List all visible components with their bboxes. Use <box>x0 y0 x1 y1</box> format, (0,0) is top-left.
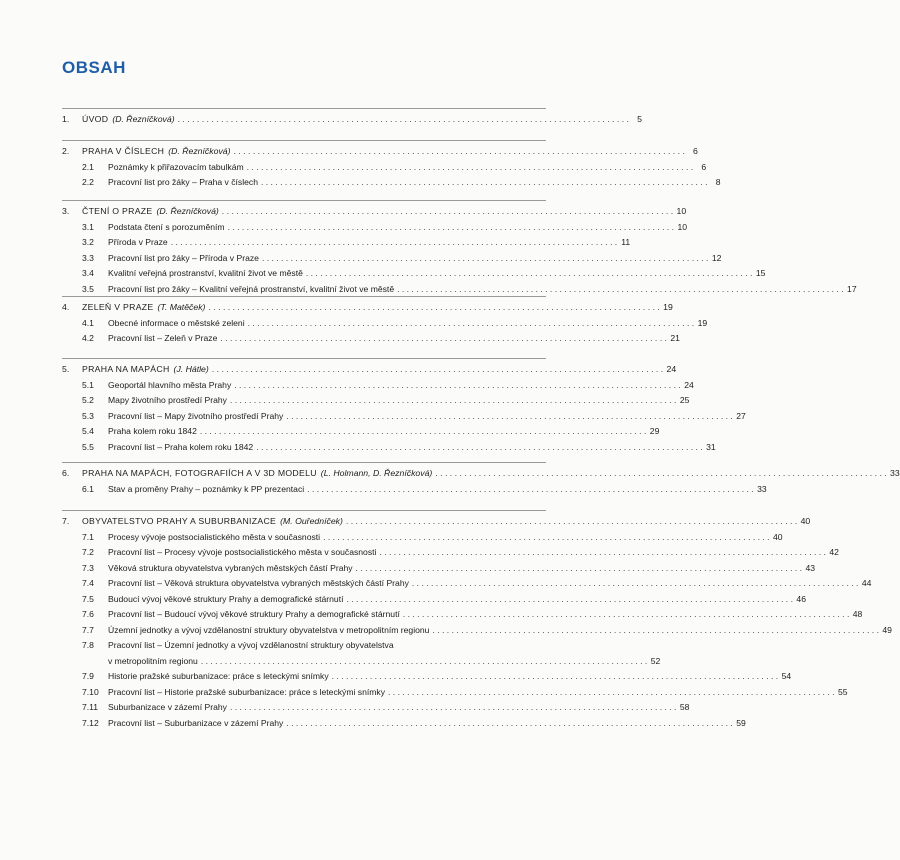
chapter-number: 3. <box>62 206 70 216</box>
subsection-title: Pracovní list – Zeleň v Praze <box>108 333 218 343</box>
chapter-author: (M. Ouředníček) <box>280 516 343 526</box>
dot-leader <box>261 175 708 191</box>
chapter-number: 6. <box>62 468 70 478</box>
toc-section <box>62 200 857 297</box>
toc-chapter-entry[interactable] <box>62 466 900 482</box>
subsection-number: 7.4 <box>82 578 94 588</box>
subsection-number: 7.12 <box>82 717 99 728</box>
subsection-number: 7.1 <box>82 531 94 542</box>
subsection-number: 7.6 <box>82 609 94 619</box>
page-number: 33 <box>757 483 767 494</box>
subsection-title: Pracovní list pro žáky – Příroda v Praze <box>108 252 259 263</box>
subsection-number: 2.1 <box>82 161 94 172</box>
chapter-title: ÚVOD <box>82 114 109 124</box>
toc-section <box>62 358 746 455</box>
chapter-author: (D. Řezníčková) <box>156 206 219 216</box>
toc-section <box>62 108 642 128</box>
subsection-title: Pracovní list – Územní jednotky a vývoj vzdělanostní struktury obyvatelstva <box>108 640 394 650</box>
chapter-number: 4. <box>62 302 70 312</box>
toc-subsection-entry[interactable] <box>62 482 767 498</box>
subsection-number: 5.3 <box>82 410 94 421</box>
chapter-author: (J. Hátle) <box>173 364 209 374</box>
dot-leader <box>256 440 703 456</box>
page-number: 44 <box>861 578 872 588</box>
toc-chapter-entry[interactable] <box>62 112 642 128</box>
subsection-number: 7.2 <box>82 547 94 557</box>
subsection-title: Geoportál hlavního města Prahy <box>108 379 232 390</box>
page-number: 15 <box>755 268 766 278</box>
subsection-title: Pracovní list – Historie pražské suburbanizace: práce s leteckými snímky <box>108 686 386 697</box>
subsection-title: Věková struktura obyvatelstva vybraných městských částí Prahy <box>108 562 353 573</box>
toc-subsection-entry[interactable] <box>62 282 857 298</box>
chapter-title: OBYVATELSTVO PRAHY A SUBURBANIZACE <box>82 516 277 526</box>
toc-chapter-entry[interactable] <box>62 300 673 316</box>
dot-leader <box>403 607 850 623</box>
toc-subsection-entry[interactable] <box>62 638 546 654</box>
subsection-number: 3.2 <box>82 237 94 247</box>
subsection-number: 2.2 <box>82 177 94 187</box>
chapter-number: 5. <box>62 364 70 374</box>
toc-subsection-entry[interactable] <box>62 235 631 251</box>
page-number: 33 <box>890 468 900 478</box>
chapter-author: (T. Matěček) <box>157 302 206 312</box>
subsection-number: 3.5 <box>82 283 94 294</box>
subsection-title: Pracovní list – Věková struktura obyvatelstva vybraných městských částí Prahy <box>108 578 409 588</box>
dot-leader <box>286 409 733 425</box>
page-number: 58 <box>679 702 690 712</box>
toc-subsection-entry[interactable] <box>62 716 746 732</box>
dot-leader <box>228 220 675 236</box>
subsection-title: Pracovní list pro žáky – Praha v číslech <box>108 177 258 187</box>
subsection-number: 7.10 <box>82 686 99 697</box>
dot-leader <box>234 144 685 160</box>
toc-subsection-entry[interactable] <box>62 251 722 267</box>
toc-subsection-entry[interactable] <box>62 266 766 282</box>
subsection-title: Pracovní list – Budoucí vývoj věkové struktury Prahy a demografické stárnutí <box>108 609 400 619</box>
chapter-title: PRAHA V ČÍSLECH <box>82 146 165 156</box>
dot-leader <box>222 204 673 220</box>
subsection-number: 4.2 <box>82 333 94 343</box>
toc-section <box>62 296 708 347</box>
subsection-title: Obecné informace o městské zeleni <box>108 317 245 328</box>
page-number: 10 <box>677 221 688 232</box>
page-number: 8 <box>715 177 721 187</box>
chapter-author: (L. Holmann, D. Řezníčková) <box>320 468 433 478</box>
page-number: 27 <box>736 410 746 421</box>
subsection-number: 7.7 <box>82 624 94 635</box>
toc-subsection-entry[interactable] <box>62 623 892 639</box>
chapter-title: PRAHA NA MAPÁCH <box>82 364 170 374</box>
subsection-title: Poznámky k přiřazovacím tabulkám <box>108 161 244 172</box>
dot-leader <box>432 623 879 639</box>
dot-leader <box>412 576 859 592</box>
chapter-number: 1. <box>62 114 70 124</box>
toc-subsection-entry[interactable] <box>62 409 746 425</box>
subsection-number: 3.4 <box>82 268 94 278</box>
toc-subsection-entry[interactable] <box>62 175 721 191</box>
subsection-number: 7.9 <box>82 671 94 681</box>
toc-subsection-entry[interactable] <box>62 561 816 577</box>
subsection-title: Pracovní list – Mapy životního prostředí Prahy <box>108 410 284 421</box>
page-number: 24 <box>684 379 694 390</box>
page-number: 52 <box>650 655 661 666</box>
dot-leader <box>200 424 647 440</box>
chapter-author: (D. Řezníčková) <box>168 146 231 156</box>
subsection-number: 5.5 <box>82 441 94 452</box>
dot-leader <box>178 112 629 128</box>
page-number: 46 <box>796 593 806 604</box>
dot-leader <box>247 160 694 176</box>
toc-subsection-entry[interactable] <box>62 378 694 394</box>
chapter-title: ČTENÍ O PRAZE <box>82 206 153 216</box>
page-number: 17 <box>847 283 857 294</box>
toc-subsection-entry[interactable] <box>62 685 848 701</box>
toc-subsection-entry[interactable] <box>62 160 707 176</box>
subsection-number: 7.5 <box>82 593 94 604</box>
toc-subsection-entry[interactable] <box>62 440 716 456</box>
dot-leader <box>379 545 826 561</box>
subsection-title: Budoucí vývoj věkové struktury Prahy a demografické stárnutí <box>108 593 344 604</box>
subsection-title: Praha kolem roku 1842 <box>108 426 197 436</box>
dot-leader <box>397 282 844 298</box>
chapter-title: PRAHA NA MAPÁCH, FOTOGRAFIÍCH A V 3D MODELU <box>82 468 317 478</box>
page-number: 55 <box>837 686 848 697</box>
toc-subsection-entry[interactable] <box>62 220 688 236</box>
toc-section <box>62 140 721 191</box>
toc-subsection-entry[interactable] <box>62 331 680 347</box>
toc-subsection-continuation[interactable] <box>62 654 661 670</box>
page-number: 6 <box>693 146 698 156</box>
subsection-number: 7.3 <box>82 562 94 573</box>
toc-subsection-entry[interactable] <box>62 607 863 623</box>
page-number: 25 <box>679 395 690 405</box>
toc-subsection-entry[interactable] <box>62 393 690 409</box>
dot-leader <box>212 362 663 378</box>
page-number: 19 <box>697 317 708 328</box>
toc-subsection-entry[interactable] <box>62 530 783 546</box>
subsection-title: Pracovní list – Procesy vývoje postsocialistického města v současnosti <box>108 547 377 557</box>
subsection-title: Kvalitní veřejná prostranství, kvalitní život ve městě <box>108 268 303 278</box>
toc-chapter-entry[interactable] <box>62 514 811 530</box>
subsection-title: Suburbanizace v zázemí Prahy <box>108 702 227 712</box>
toc-subsection-entry[interactable] <box>62 316 708 332</box>
dot-leader <box>201 654 648 670</box>
subsection-number: 7.8 <box>82 640 94 650</box>
toc-subsection-entry[interactable] <box>62 592 806 608</box>
dot-leader <box>346 592 793 608</box>
subsection-title: Historie pražské suburbanizace: práce s leteckými snímky <box>108 671 329 681</box>
toc-subsection-entry[interactable] <box>62 669 792 685</box>
dot-leader <box>234 378 681 394</box>
chapter-author: (D. Řezníčková) <box>112 114 175 124</box>
page-number: 31 <box>706 441 716 452</box>
subsection-title: Stav a proměny Prahy – poznámky k PP prezentaci <box>108 483 305 494</box>
dot-leader <box>356 561 803 577</box>
subsection-number: 6.1 <box>82 483 94 494</box>
subsection-title: Příroda v Praze <box>108 237 168 247</box>
dot-leader <box>171 235 618 251</box>
dot-leader <box>230 393 677 409</box>
dot-leader <box>262 251 709 267</box>
subsection-number: 5.4 <box>82 426 94 436</box>
toc-section <box>62 462 900 497</box>
dot-leader <box>230 700 677 716</box>
subsection-title: Procesy vývoje postsocialistického města v současnosti <box>108 531 321 542</box>
toc-subsection-entry[interactable] <box>62 545 839 561</box>
dot-leader <box>388 685 835 701</box>
page-number: 5 <box>637 114 642 124</box>
dot-leader <box>435 466 886 482</box>
dot-leader <box>286 716 733 732</box>
subsection-title: Územní jednotky a vývoj vzdělanostní struktury obyvatelstva v metropolitním regionu <box>108 624 430 635</box>
chapter-number: 7. <box>62 516 70 526</box>
subsection-title: Pracovní list – Praha kolem roku 1842 <box>108 441 254 452</box>
toc-chapter-entry[interactable] <box>62 204 687 220</box>
dot-leader <box>323 530 770 546</box>
subsection-title: Podstata čtení s porozuměním <box>108 221 225 232</box>
dot-leader <box>248 316 695 332</box>
page-title: OBSAH <box>62 58 126 77</box>
dot-leader <box>220 331 667 347</box>
subsection-title-continued: v metropolitním regionu <box>108 655 198 666</box>
page-number: 29 <box>649 426 660 436</box>
dot-leader <box>332 669 779 685</box>
dot-leader <box>307 482 754 498</box>
page-number: 40 <box>800 516 811 526</box>
page-number: 54 <box>781 671 792 681</box>
subsection-number: 3.1 <box>82 221 94 232</box>
dot-leader <box>306 266 753 282</box>
toc-chapter-entry[interactable] <box>62 144 698 160</box>
page-number: 6 <box>701 161 707 172</box>
page-number: 42 <box>829 547 839 557</box>
subsection-number: 5.2 <box>82 395 94 405</box>
page-number: 43 <box>805 562 816 573</box>
chapter-title: ZELEŇ V PRAZE <box>82 302 154 312</box>
page-number: 59 <box>736 717 746 728</box>
toc-subsection-entry[interactable] <box>62 424 660 440</box>
page-number: 48 <box>852 609 863 619</box>
page-number: 24 <box>666 364 677 374</box>
subsection-title: Mapy životního prostředí Prahy <box>108 395 227 405</box>
dot-leader <box>346 514 797 530</box>
toc-chapter-entry[interactable] <box>62 362 677 378</box>
toc-section <box>62 510 892 731</box>
chapter-number: 2. <box>62 146 70 156</box>
subsection-title: Pracovní list pro žáky – Kvalitní veřejná prostranství, kvalitní život ve městě <box>108 283 395 294</box>
subsection-number: 4.1 <box>82 317 94 328</box>
page-number: 10 <box>676 206 687 216</box>
page-number: 11 <box>621 237 631 247</box>
subsection-title: Pracovní list – Suburbanizace v zázemí Prahy <box>108 717 284 728</box>
page-number: 40 <box>773 531 783 542</box>
subsection-number: 7.11 <box>82 702 99 712</box>
subsection-number: 3.3 <box>82 252 94 263</box>
dot-leader <box>208 300 659 316</box>
toc-subsection-entry[interactable] <box>62 700 690 716</box>
subsection-number: 5.1 <box>82 379 94 390</box>
page-number: 19 <box>663 302 673 312</box>
page-number: 21 <box>670 333 680 343</box>
toc-subsection-entry[interactable] <box>62 576 872 592</box>
page-number: 49 <box>882 624 892 635</box>
page-number: 12 <box>711 252 722 263</box>
